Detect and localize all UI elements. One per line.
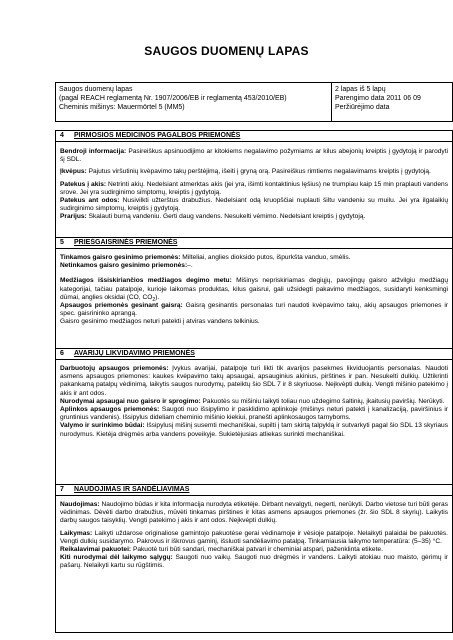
section-4-number: 4 [60, 132, 64, 139]
first-aid-skin: Patekus ant odos: Nusivilkti užterštus drabužius. Nedelsiant odą kruopščiai nuplauti šiltu vandeniu su muilu. Jei yra ilgalaikių sudirginimo simptomų, kreiptis į gydytoją. [60, 197, 448, 213]
accident-cleanup: Valymo ir surinkimo būdai: Išsipylusį mišinį susemti mechaniškai, supilti į tam skirtą talpyklą ir sutvarkyti pagal šio SDL 13 skyriaus nurodymus. Kietėja drėgmės arba vandens poveikyje. Sukietėjusias atliekas surinkti mechaniškai. [60, 422, 448, 438]
page-bottom-border [55, 632, 453, 633]
first-aid-inhalation: Įkvėpus: Pajutus viršutinių kvėpavimo takų perštėjimą, išeiti į gryną orą. Pasireiškus rimtiems negalavimams kreiptis į gydytoją. [60, 168, 431, 176]
section-6-title: AVARIJŲ LIKVIDAVIMO PRIEMONĖS [74, 350, 195, 357]
first-aid-general: Bendroji informacija: Pasireiškus apsinuodijimo ar kitokiems negalavimo požymiams ar kilus abejonių kreiptis į gydytoją ir parodyti šį SDL. [60, 148, 448, 164]
header-product: Cheminis mišinys: Mauermörtel 5 (MM5) [59, 104, 185, 111]
header-doc-type: Saugos duomenų lapas [59, 86, 133, 93]
section-5-title: PRIEŠGAISRINĖS PRIEMONĖS [74, 239, 178, 246]
fire-fighter-protection: Apsaugos priemonės gesinant gaisrą: Gaisrą gesinantis personalas turi naudoti kvėpavimo takų, akių apsaugos priemones ir spec. gaisrininko aprangą. [60, 302, 449, 318]
fire-combustion-hazards: Medžiagos išsiskiriančios medžiagos degimo metu: Mišinys nepriskiriamas degiųjų, pavojingų gaisro atžvilgiu medžiagų kategorijai, tačiau patalpoje, kurioje laikomas produktas, kilus gaisrui, gali užsidegti pakavimo medžiagos, susidaryti kenksmingi dūmai, anglies oksidai (CO, $CO_2$). [60, 277, 448, 303]
header-right [332, 83, 452, 121]
storage-use: Naudojimas: Naudojimo būdas ir kita informacija nurodyta etiketėje. Dirbant nevalgyti, negerti, nerūkyti. Darbo vietose turi būti geras vėdinimas. Dėvėti darbo drabužius, mūvėti tinkamas pirštines ir kitas asmens apsaugos priemones (žr. šio SDL 8 skyrių). Laikytis darbų saugos taisyklių. Vengti patekimo į akis ir ant odos. Neįkvėpti dulkių. [60, 501, 448, 525]
header-left [56, 83, 332, 121]
fire-suitable-media: Tinkamos gaisro gesinimo priemonės: Milteliai, anglies dioksido putos, išpurkšta vanduo, smėlis. [60, 254, 351, 261]
storage-packaging: Reikalavimai pakuotei: Pakuotė turi būti sandari, mechaniškai patvari ir cheminiai atspari, paženklinta etikete. [60, 546, 383, 554]
section-6-body [55, 360, 453, 493]
accident-environment: Aplinkos apsaugos priemonės: Saugoti nuo išsipylimo ir pasklidimo aplinkoje (mišinys neturi patekti į kanalizaciją, paviršinius ir gruntinius vandenis). Išsipylus dideliam cheminio mišinio kiekiui, pranešti aplinkosaugos tarnyboms. [60, 406, 449, 422]
header-regulation: (pagal REACH reglamentą Nr. 1907/2006/EB ir reglamentą 453/2010/EB) [59, 95, 287, 102]
accident-ignition-protection: Nurodymai apsaugai nuo gaisro ir sprogimo: Pakuotės su mišiniu laikyti toliau nuo uždegimo šaltinių, įkaitusių paviršių. Nerūkyti. [60, 397, 445, 405]
section-6-heading [55, 348, 453, 360]
storage-conditions: Laikymas: Laikyti uždarose originaliose gamintojo pakuotėse gerai vėdinamoje ir vėsioje patalpoje. Nelaikyti palaidai be pakuotės. Vengti dulkių susidarymo. Pakrovus ir iškrovus gaminį, išsluoti sandėliavimo patalpą. Tinkamiausia laikymo temperatūra: (5–35) °C. [60, 529, 448, 545]
section-5-number: 5 [60, 239, 64, 246]
first-aid-ingestion: Prarijus: Skalauti burną vandeniu. Gerti daug vandens. Nesukelti vėmimo. Nedelsiant kreiptis į gydytoją. [60, 213, 366, 221]
document-header [55, 82, 453, 122]
header-prepared-date: Parengimo data 2011 06 09 [335, 95, 421, 102]
header-review-date: Peržiūrėjimo data [335, 104, 390, 111]
section-7-number: 7 [60, 486, 64, 493]
fire-water-note: Gaisro gesinimo medžiagos neturi patekti į atviras vandens telkinius. [60, 318, 260, 326]
header-page: 2 lapas iš 5 lapų [335, 86, 386, 93]
first-aid-eyes: Patekus į akis: Netrinti akių. Nedelsiant atmerktas akis (jei yra, išimti kontaktinius lęšius) ne trumpiau kaip 15 min praplauti vandens srove. Jei yra sudirginimo simptomų, kreiptis į gydytoją. [60, 180, 448, 196]
fire-unsuitable-media: Netinkamos gaisro gesinimo priemonės:–. [60, 262, 193, 270]
section-6-number: 6 [60, 350, 64, 357]
accident-personal-precautions: Darbuotojų apsaugos priemonės: Įvykus avarijai, patalpoje turi likti tik avarijos pasekmes likviduojantis personalas. Naudoti asmens apsaugos priemones: kaukes kvėpavimo takų apsaugai, apsauginius akinius, pirštines ir pan. Nesukelti dulkių. Užtikrinti pakankamą patalpų vėdinimą, laikytis saugos nurodymų, pateiktų šio SDL 7 ir 8 skyriuose. Neįkvėpti dulkių. Vengti mišinio patekimo į akis ir ant odos. [60, 365, 448, 397]
section-5-heading [55, 237, 453, 249]
document-title: SAUGOS DUOMENŲ LAPAS [144, 44, 309, 58]
section-7-title: NAUDOJIMAS IR SANDĖLIAVIMAS [74, 486, 190, 493]
section-7-heading [55, 484, 453, 496]
storage-other: Kiti nurodymai dėl laikymo sąlygų: Saugoti nuo vaikų. Saugoti nuo drėgmės ir vandens. Laikyti atokiau nuo maisto, gėrimų ir pašarų. Nelaikyti kartu su rūgštimis. [60, 554, 449, 570]
section-4-heading [55, 130, 453, 142]
section-7-body [55, 496, 453, 632]
section-4-title: PIRMOSIOS MEDICINOS PAGALBOS PRIEMONĖS [74, 132, 241, 139]
